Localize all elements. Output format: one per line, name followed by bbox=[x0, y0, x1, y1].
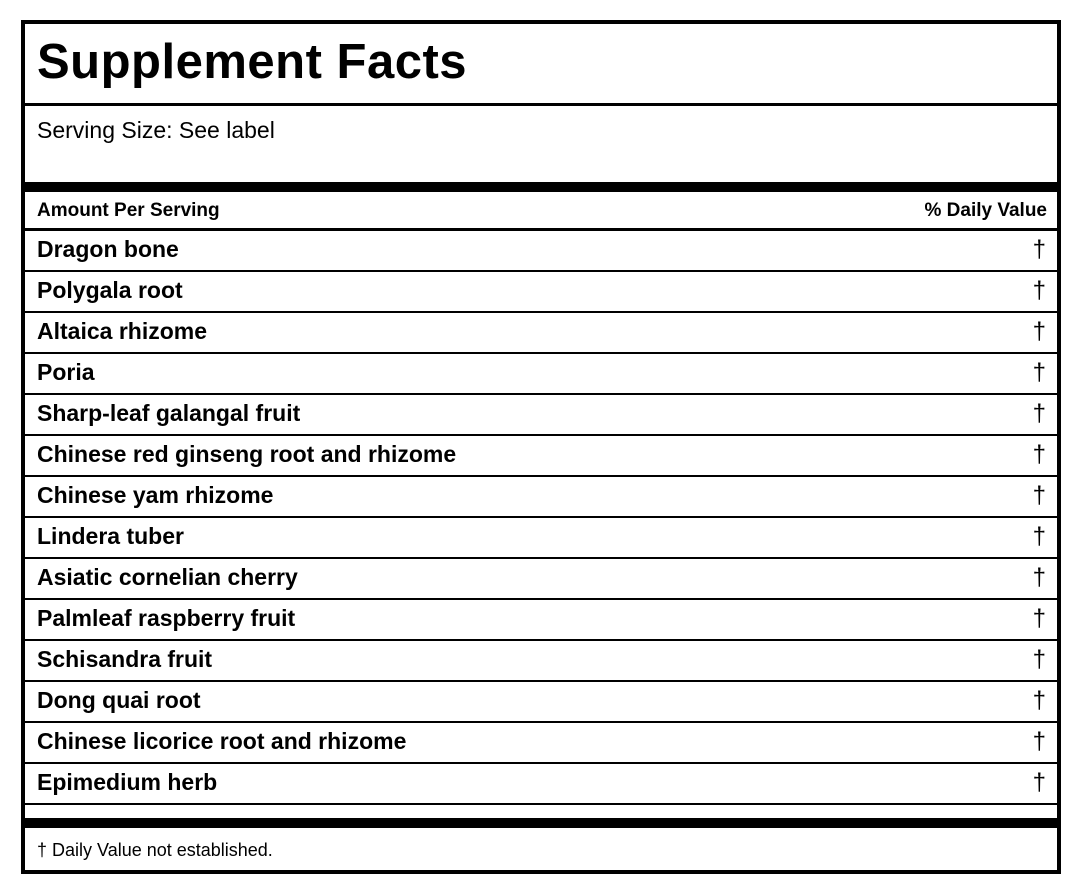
ingredient-daily-value: † bbox=[1032, 236, 1046, 263]
ingredient-name: Palmleaf raspberry fruit bbox=[37, 605, 296, 631]
ingredient-name: Poria bbox=[37, 359, 95, 385]
ingredient-row bbox=[25, 682, 1057, 723]
ingredient-name: Schisandra fruit bbox=[37, 646, 213, 672]
ingredient-name: Chinese red ginseng root and rhizome bbox=[37, 441, 457, 467]
ingredient-name: Polygala root bbox=[37, 277, 183, 303]
ingredient-list bbox=[25, 231, 1057, 805]
ingredient-row bbox=[25, 559, 1057, 600]
ingredient-name: Chinese licorice root and rhizome bbox=[37, 728, 407, 754]
ingredient-name: Dragon bone bbox=[37, 236, 179, 262]
panel-title: Supplement Facts bbox=[37, 35, 468, 89]
ingredient-row bbox=[25, 600, 1057, 641]
serving-size: Serving Size: See label bbox=[37, 117, 275, 143]
ingredient-daily-value: † bbox=[1032, 318, 1046, 345]
supplement-facts-panel bbox=[21, 20, 1061, 874]
column-header-row bbox=[25, 192, 1057, 231]
ingredient-name: Sharp-leaf galangal fruit bbox=[37, 400, 301, 426]
ingredient-name: Altaica rhizome bbox=[37, 318, 207, 344]
ingredient-daily-value: † bbox=[1032, 482, 1046, 509]
ingredient-name: Dong quai root bbox=[37, 687, 201, 713]
ingredient-daily-value: † bbox=[1032, 277, 1046, 304]
footnote-section bbox=[25, 828, 1057, 870]
ingredient-row bbox=[25, 764, 1057, 805]
footnote-text: † Daily Value not established. bbox=[37, 840, 273, 860]
ingredient-daily-value: † bbox=[1032, 728, 1046, 755]
daily-value-header: % Daily Value bbox=[924, 200, 1047, 221]
ingredient-daily-value: † bbox=[1032, 441, 1046, 468]
ingredient-name: Lindera tuber bbox=[37, 523, 184, 549]
ingredient-row bbox=[25, 395, 1057, 436]
ingredient-daily-value: † bbox=[1032, 359, 1046, 386]
ingredient-row bbox=[25, 313, 1057, 354]
amount-per-serving-header: Amount Per Serving bbox=[37, 200, 220, 221]
ingredient-name: Asiatic cornelian cherry bbox=[37, 564, 298, 590]
ingredient-row bbox=[25, 231, 1057, 272]
ingredient-daily-value: † bbox=[1032, 646, 1046, 673]
ingredient-row bbox=[25, 354, 1057, 395]
ingredient-daily-value: † bbox=[1032, 523, 1046, 550]
title-section bbox=[25, 24, 1057, 106]
ingredient-row bbox=[25, 723, 1057, 764]
ingredient-row bbox=[25, 518, 1057, 559]
ingredient-row bbox=[25, 477, 1057, 518]
ingredient-name: Epimedium herb bbox=[37, 769, 218, 795]
ingredient-row bbox=[25, 641, 1057, 682]
ingredient-daily-value: † bbox=[1032, 605, 1046, 632]
ingredient-daily-value: † bbox=[1032, 400, 1046, 427]
ingredient-row bbox=[25, 272, 1057, 313]
ingredient-row bbox=[25, 436, 1057, 477]
ingredient-name: Chinese yam rhizome bbox=[37, 482, 274, 508]
thick-divider-bottom bbox=[25, 818, 1057, 828]
ingredient-daily-value: † bbox=[1032, 687, 1046, 714]
thick-divider-top bbox=[25, 182, 1057, 192]
ingredient-daily-value: † bbox=[1032, 769, 1046, 796]
serving-size-section bbox=[25, 106, 1057, 182]
ingredient-daily-value: † bbox=[1032, 564, 1046, 591]
